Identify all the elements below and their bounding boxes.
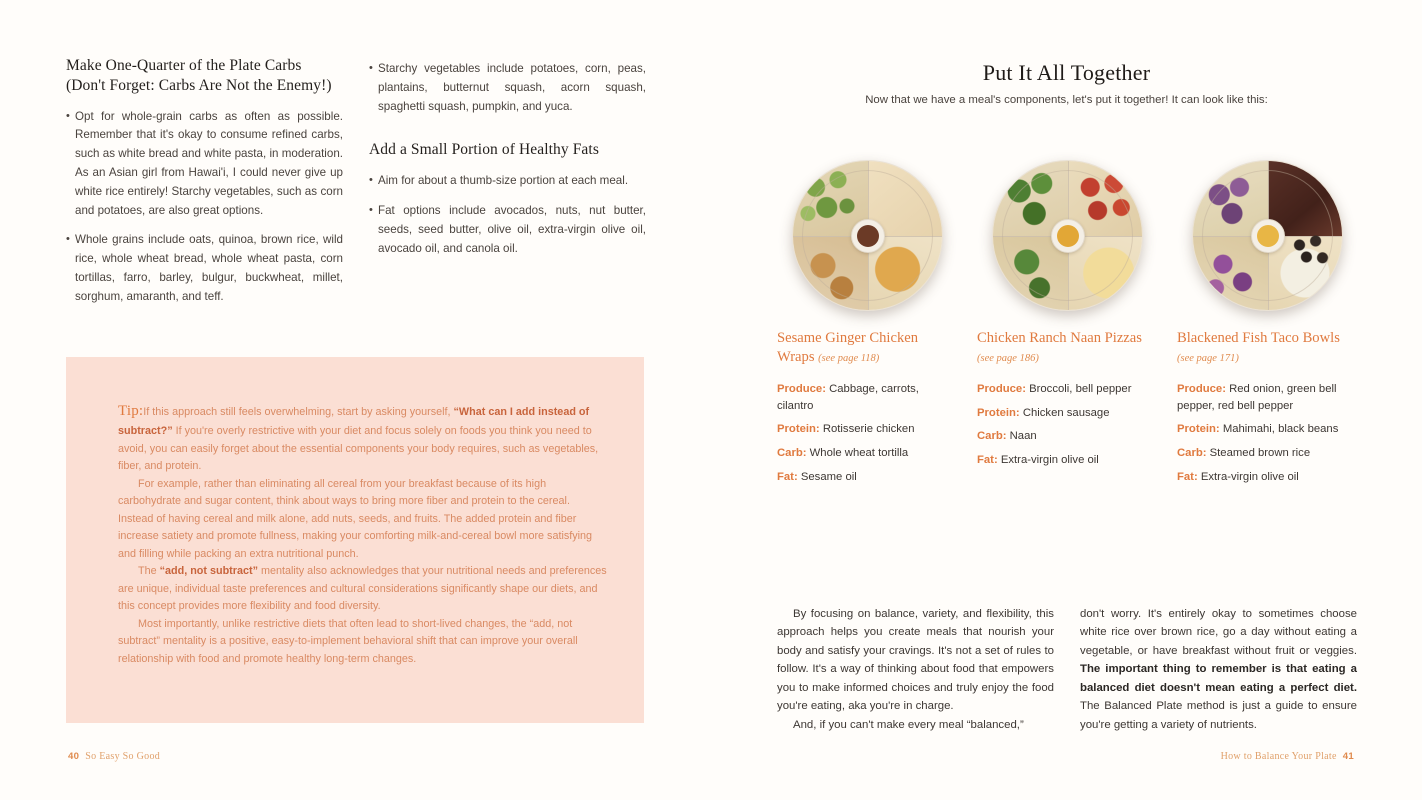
component-value: Chicken sausage	[1019, 406, 1110, 419]
heading-line-2: (Don't Forget: Carbs Are Not the Enemy!)	[66, 76, 332, 94]
component-label: Produce:	[777, 382, 826, 395]
meal-cards	[777, 160, 1357, 493]
left-column-2	[369, 56, 646, 317]
plate-divider-vertical	[1068, 161, 1069, 310]
component-value: Cabbage, carrots, cilantro	[777, 382, 919, 412]
component-value: Steamed brown rice	[1206, 447, 1311, 460]
component-label: Fat:	[777, 470, 798, 483]
component-value: Broccoli, bell pepper	[1025, 382, 1132, 395]
plate-quadrant-produce-2	[1193, 236, 1268, 311]
tip-callout-text	[66, 357, 644, 668]
component-row	[1177, 381, 1358, 414]
left-page-columns	[66, 56, 646, 317]
beans-cluster	[1288, 233, 1334, 273]
plate-quadrant-carb	[868, 161, 943, 236]
component-value: Whole wheat tortilla	[806, 447, 909, 460]
component-label: Fat:	[977, 454, 998, 467]
heading-line-1: Make One-Quarter of the Plate Carbs	[66, 57, 302, 74]
tip-p3-a: The	[138, 565, 160, 578]
body-column-2	[1080, 605, 1357, 734]
component-label: Carb:	[1177, 447, 1207, 460]
plate-divider-horizontal	[1193, 236, 1342, 237]
plate-quadrant-produce	[1193, 161, 1268, 236]
tip-paragraph-4: Most importantly, unlike restrictive diets that often lead to short-lived changes, the “add, not subtract” mentality is a positive, easy-to-implement behavioral shift that can improve your overall relationship with food and promote healthy long-term changes.	[118, 617, 578, 665]
book-title: So Easy So Good	[85, 751, 161, 762]
list-item: • Fat options include avocados, nuts, nut butter, seeds, seed butter, olive oil, extra-virgin olive oil, avocado oil, and canola oil.	[369, 202, 646, 258]
meal-page-ref: (see page 171)	[1177, 352, 1239, 364]
component-row	[977, 381, 1158, 398]
meal-name: Chicken Ranch Naan Pizzas	[977, 330, 1142, 346]
plate-quadrant-protein	[1068, 161, 1143, 236]
plate-quadrant-produce	[993, 161, 1068, 236]
body-text-a: don't worry. It's entirely okay to sometimes choose white rice over brown rice, go a day without eating a vegetable, or have breakfast without fruit or veggies.	[1080, 607, 1357, 657]
plate-image-wrap	[1177, 160, 1358, 311]
component-value: Naan	[1006, 430, 1037, 443]
component-value: Extra-virgin olive oil	[1197, 470, 1299, 483]
meal-components	[977, 381, 1158, 469]
meal-card-title	[1177, 329, 1358, 367]
tip-paragraph-3	[118, 563, 607, 615]
component-label: Produce:	[1177, 382, 1226, 395]
list-item: • Starchy vegetables include potatoes, corn, peas, plantains, butternut squash, acorn squash, spaghetti squash, pumpkin, and yuca.	[369, 60, 646, 116]
page-number: 41	[1342, 751, 1354, 762]
component-label: Protein:	[1177, 423, 1220, 436]
left-column-1	[66, 56, 343, 317]
starchy-veg-bullet-list	[369, 60, 646, 116]
component-row	[1177, 445, 1358, 462]
component-label: Carb:	[777, 447, 807, 460]
carbs-bullet-list	[66, 108, 343, 307]
plate-image-wrap	[777, 160, 958, 311]
list-item: • Whole grains include oats, quinoa, brown rice, wild rice, whole wheat bread, whole wheat pasta, corn tortillas, farro, barley, bulgur, buckwheat, millet, sorghum, amaranth, and teff.	[66, 231, 343, 306]
tip-label: Tip:	[118, 403, 144, 419]
meal-card-title	[777, 329, 958, 367]
component-label: Protein:	[977, 406, 1020, 419]
page-number: 40	[68, 751, 80, 762]
heading-text: Add a Small Portion of Healthy Fats	[369, 141, 599, 159]
component-row	[977, 452, 1158, 469]
tip-p1-a: If this approach still feels overwhelming, start by asking yourself,	[143, 406, 454, 418]
list-item: • Aim for about a thumb-size portion at each meal.	[369, 172, 646, 191]
body-paragraph-3	[1080, 605, 1357, 734]
heading-make-quarter-carbs	[66, 56, 343, 96]
page-subtitle: Now that we have a meal's components, let's put it together! It can look like this:	[865, 94, 1268, 106]
sauce-cup-icon	[1051, 219, 1085, 253]
tip-callout-box	[66, 357, 644, 723]
plate-quadrant-extra	[868, 236, 943, 311]
component-value: Sesame oil	[797, 470, 857, 483]
component-row	[1177, 469, 1358, 486]
right-page-body-columns	[777, 605, 1357, 734]
plate-icon	[992, 160, 1143, 311]
component-label: Produce:	[977, 382, 1026, 395]
component-row	[1177, 421, 1358, 438]
page-title: Put It All Together	[982, 60, 1151, 85]
folio-right	[1221, 751, 1354, 762]
component-value: Extra-virgin olive oil	[997, 454, 1099, 467]
plate-image-wrap	[977, 160, 1158, 311]
meal-card-title	[977, 329, 1158, 367]
right-page	[711, 0, 1422, 800]
body-paragraph-2: And, if you can't make every meal “balanced,”	[793, 718, 1024, 731]
plate-quadrant-carb	[1068, 236, 1143, 311]
tip-paragraph-2: For example, rather than eliminating all cereal from your breakfast because of its high carbohydrate and sugar content, think about ways to bring more fiber and protein to the cereal. Instead of having cereal and milk alone, add nuts, seeds, and fruits. The added protein and fiber increase satiety and promote fullness, making your comforting milk-and-cereal bowl more satisfying and filling while packing an extra nutritional punch.	[118, 477, 593, 560]
tip-p3-b: mentality also acknowledges that your nutritional needs and preferences are unique, individual taste preferences and cultural considerations significantly shape our diets, and this concept provides more flexibility and food diversity.	[118, 565, 607, 613]
plate-icon	[792, 160, 943, 311]
component-value: Rotisserie chicken	[819, 423, 915, 436]
body-text-bold: The important thing to remember is that eating a balanced diet doesn't mean eating a perfect diet.	[1080, 663, 1357, 694]
plate-quadrant-produce-2	[993, 236, 1068, 311]
tip-p1-b: If you're overly restrictive with your diet and focus solely on foods you think you need to avoid, you can easily forget about the essential components your body requires, such as vegetables, fiber, and protein.	[118, 425, 599, 473]
plate-divider-horizontal	[793, 236, 942, 237]
meal-card	[1177, 160, 1358, 493]
component-label: Protein:	[777, 423, 820, 436]
plate-divider-vertical	[868, 161, 869, 310]
body-paragraph-1: By focusing on balance, variety, and flexibility, this approach helps you create meals that nourish your body and satisfy your cravings. It's not a set of rules to follow. It's a way of thinking about food that empowers you to make informed choices and truly enjoy the food you're eating, aka you're in charge.	[777, 607, 1054, 713]
plate-quadrant-protein	[1268, 161, 1343, 236]
list-item: • Opt for whole-grain carbs as often as possible. Remember that it's okay to consume refined carbs, such as white bread and white pasta, in moderation. As an Asian girl from Hawai'i, I could never give up white rice entirely! Starchy vegetables, such as corn and potatoes, are also great options.	[66, 108, 343, 221]
folio-left	[68, 751, 160, 762]
meal-page-ref: (see page 118)	[818, 352, 880, 364]
component-value: Mahimahi, black beans	[1219, 423, 1339, 436]
body-column-1	[777, 605, 1054, 734]
chapter-title: How to Balance Your Plate	[1220, 751, 1337, 762]
tip-p3-bold: “add, not subtract”	[159, 565, 258, 578]
component-row	[777, 421, 958, 438]
tip-p1-bold: “What can I add instead of subtract?”	[118, 406, 590, 438]
meal-card	[977, 160, 1158, 493]
sauce-cup-icon	[851, 219, 885, 253]
plate-divider-horizontal	[993, 236, 1142, 237]
meal-components	[777, 381, 958, 486]
component-row	[977, 405, 1158, 422]
meal-name: Sesame Ginger Chicken Wraps	[777, 330, 919, 365]
meal-page-ref: (see page 186)	[977, 352, 1039, 364]
plate-quadrant-carb	[1268, 236, 1343, 311]
sauce-cup-icon	[1251, 219, 1285, 253]
component-row	[777, 445, 958, 462]
component-label: Carb:	[977, 430, 1007, 443]
meal-card	[777, 160, 958, 493]
component-label: Fat:	[1177, 470, 1198, 483]
component-row	[777, 469, 958, 486]
heading-healthy-fats	[369, 140, 646, 160]
fats-bullet-list	[369, 172, 646, 258]
component-row	[977, 428, 1158, 445]
plate-quadrant-produce	[793, 161, 868, 236]
plate-quadrant-protein	[793, 236, 868, 311]
component-row	[777, 381, 958, 414]
meal-components	[1177, 381, 1358, 486]
body-text-b: The Balanced Plate method is just a guide to ensure you're getting a variety of nutrients.	[1080, 700, 1357, 731]
plate-icon	[1192, 160, 1343, 311]
meal-name: Blackened Fish Taco Bowls	[1177, 330, 1340, 346]
plate-divider-vertical	[1268, 161, 1269, 310]
component-value: Red onion, green bell pepper, red bell pepper	[1177, 382, 1337, 412]
tip-paragraph-1	[118, 399, 607, 476]
